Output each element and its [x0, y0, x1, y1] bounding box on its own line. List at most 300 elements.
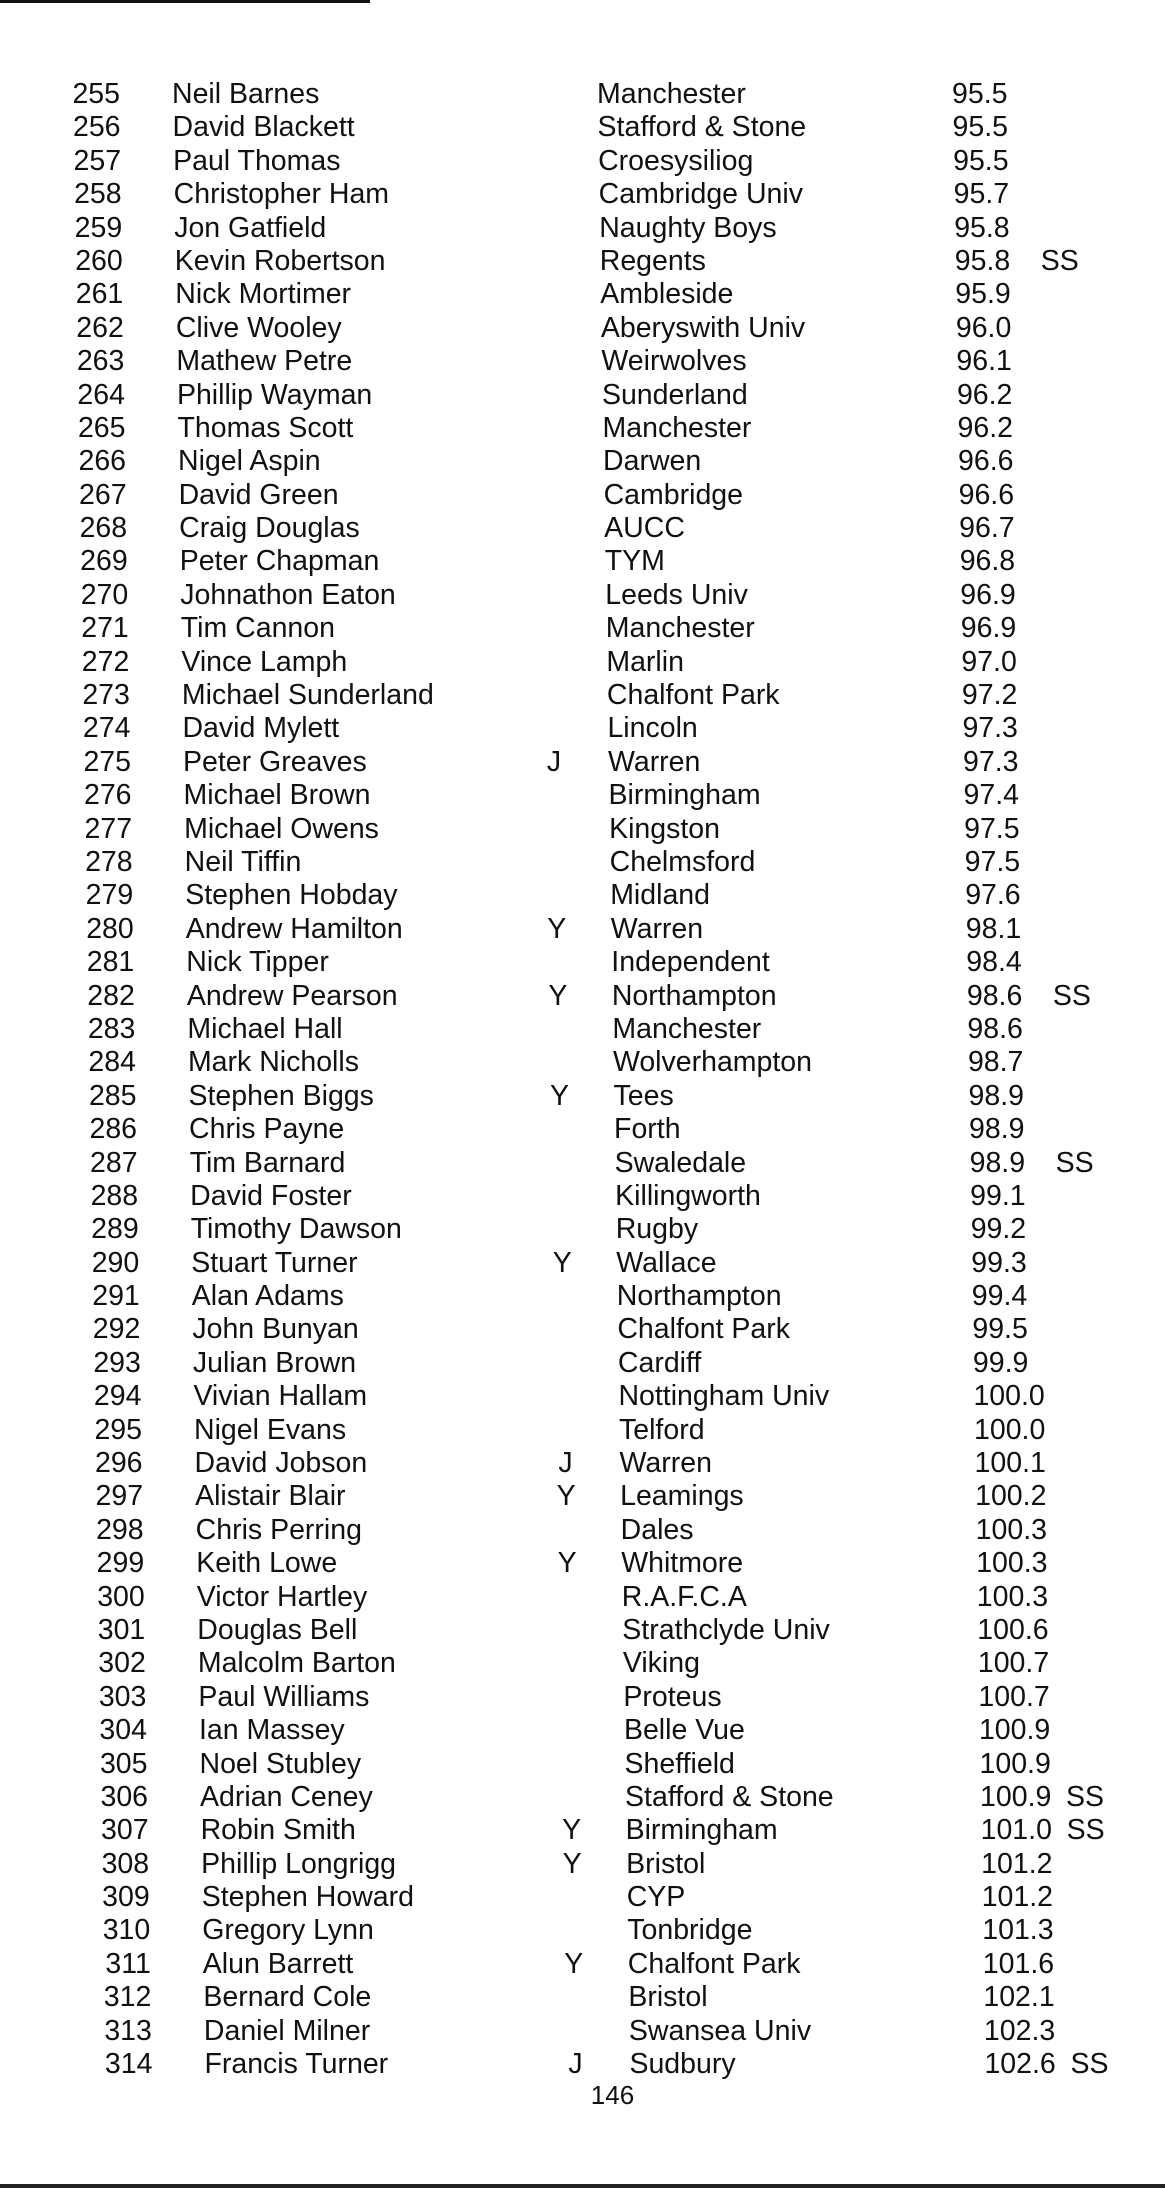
category-mark: Y	[562, 1847, 582, 1880]
result-row	[0, 913, 1165, 946]
position-number: 298	[96, 1513, 144, 1546]
finish-time: 96.2	[957, 411, 1013, 444]
runner-name: Peter Chapman	[179, 545, 380, 578]
runner-name: Nick Mortimer	[175, 278, 352, 311]
club-name: Manchester	[612, 1012, 762, 1045]
club-name: Birmingham	[625, 1814, 778, 1847]
runner-name: Alistair Blair	[195, 1480, 346, 1513]
result-row	[0, 479, 1165, 512]
position-number: 273	[82, 679, 130, 712]
result-row	[0, 1480, 1165, 1513]
club-name: Leeds Univ	[605, 578, 748, 611]
finish-time: 96.1	[956, 345, 1012, 378]
club-name: Birmingham	[608, 779, 761, 812]
runner-name: Francis Turner	[204, 2048, 389, 2081]
note-mark: SS	[1070, 2048, 1109, 2081]
result-row	[0, 813, 1165, 846]
finish-time: 98.7	[967, 1046, 1024, 1079]
category-mark: J	[568, 2048, 583, 2081]
club-name: Cambridge Univ	[598, 178, 803, 211]
result-row	[0, 1614, 1165, 1647]
finish-time: 95.8	[954, 244, 1011, 277]
note-mark: SS	[1040, 244, 1079, 277]
club-name: Wolverhampton	[612, 1046, 813, 1079]
runner-name: Mathew Petre	[176, 345, 353, 378]
runner-name: Robin Smith	[200, 1814, 356, 1847]
club-name: Stafford & Stone	[597, 111, 807, 144]
club-name: Bristol	[626, 1847, 706, 1880]
finish-time: 100.9	[978, 1714, 1051, 1747]
result-row	[0, 545, 1165, 578]
finish-time: 96.6	[958, 445, 1014, 478]
result-row	[0, 1147, 1165, 1180]
result-row	[0, 212, 1165, 245]
runner-name: Nigel Evans	[194, 1413, 347, 1446]
runner-name: Craig Douglas	[179, 512, 360, 545]
position-number: 291	[92, 1280, 140, 1313]
result-row	[0, 78, 1165, 111]
runner-name: Michael Owens	[184, 812, 379, 845]
position-number: 260	[75, 244, 123, 277]
club-name: Manchester	[605, 612, 755, 645]
position-number: 307	[101, 1814, 149, 1847]
position-number: 274	[82, 712, 131, 745]
position-number: 283	[87, 1012, 136, 1045]
result-row	[0, 879, 1165, 912]
runner-name: Phillip Longrigg	[201, 1847, 397, 1880]
runner-name: Clive Wooley	[175, 311, 342, 344]
result-row	[0, 1514, 1165, 1547]
position-number: 285	[88, 1079, 137, 1112]
club-name: Croesysiliog	[598, 144, 754, 177]
club-name: Ambleside	[600, 278, 734, 311]
club-name: Cardiff	[617, 1346, 702, 1379]
club-name: Lincoln	[607, 712, 698, 745]
result-row	[0, 846, 1165, 879]
finish-time: 96.6	[958, 478, 1015, 511]
result-row	[0, 1046, 1165, 1079]
position-number: 257	[73, 144, 122, 177]
runner-name: David Green	[178, 478, 339, 511]
position-number: 314	[104, 2048, 153, 2081]
club-name: Aberyswith Univ	[600, 311, 806, 344]
position-number: 308	[101, 1847, 150, 1880]
runner-name: Victor Hartley	[196, 1580, 368, 1613]
runner-name: Johnathon Eaton	[180, 578, 396, 611]
club-name: Belle Vue	[623, 1714, 745, 1747]
position-number: 258	[74, 178, 122, 211]
position-number: 306	[100, 1780, 149, 1813]
club-name: Weirwolves	[601, 345, 747, 378]
club-name: Whitmore	[621, 1547, 744, 1580]
result-row	[0, 1380, 1165, 1413]
bottom-rule	[0, 2184, 1165, 2188]
runner-name: Gregory Lynn	[202, 1914, 374, 1947]
position-number: 294	[93, 1380, 142, 1413]
finish-time: 100.1	[974, 1447, 1046, 1480]
runner-name: Adrian Ceney	[200, 1780, 373, 1813]
result-row	[0, 1781, 1165, 1814]
runner-name: David Foster	[190, 1179, 352, 1212]
finish-time: 99.4	[971, 1280, 1028, 1313]
position-number: 263	[76, 345, 125, 378]
category-mark: Y	[562, 1814, 582, 1847]
position-number: 275	[83, 745, 131, 778]
finish-time: 102.3	[983, 2014, 1056, 2047]
position-number: 279	[85, 879, 134, 912]
position-number: 300	[97, 1580, 145, 1613]
finish-time: 102.6	[984, 2048, 1056, 2081]
runner-name: Douglas Bell	[197, 1613, 358, 1646]
club-name: R.A.F.C.A	[621, 1580, 747, 1613]
runner-name: Neil Barnes	[172, 78, 320, 110]
club-name: Darwen	[603, 445, 702, 478]
club-name: Chalfont Park	[606, 679, 780, 712]
finish-time: 101.2	[981, 1847, 1053, 1880]
top-rule	[0, 0, 370, 3]
runner-name: Michael Brown	[183, 779, 371, 812]
position-number: 286	[89, 1113, 138, 1146]
result-row	[0, 779, 1165, 812]
result-row	[0, 312, 1165, 345]
result-row	[0, 111, 1165, 144]
runner-name: Michael Hall	[187, 1012, 343, 1045]
category-mark: Y	[556, 1480, 576, 1513]
result-row	[0, 445, 1165, 478]
club-name: Sheffield	[624, 1747, 735, 1780]
runner-name: Stuart Turner	[191, 1246, 358, 1279]
runner-name: Noel Stubley	[199, 1747, 362, 1780]
club-name: Sudbury	[629, 2048, 736, 2081]
runner-name: Jon Gatfield	[174, 211, 327, 244]
finish-time: 100.0	[973, 1380, 1045, 1413]
position-number: 271	[81, 612, 129, 645]
finish-time: 98.6	[966, 979, 1023, 1012]
position-number: 281	[86, 946, 135, 979]
finish-time: 100.6	[977, 1613, 1049, 1646]
finish-time: 95.5	[953, 144, 1009, 177]
result-row	[0, 512, 1165, 545]
result-row	[0, 1914, 1165, 1947]
result-row	[0, 612, 1165, 645]
note-mark: SS	[1066, 1780, 1105, 1813]
runner-name: Keith Lowe	[196, 1547, 338, 1580]
finish-time: 96.2	[956, 378, 1013, 411]
runner-name: Daniel Milner	[203, 2014, 371, 2047]
runner-name: Chris Payne	[189, 1113, 345, 1146]
finish-time: 98.9	[969, 1146, 1026, 1179]
position-number: 280	[86, 912, 134, 945]
result-row	[0, 278, 1165, 311]
result-row	[0, 1681, 1165, 1714]
finish-time: 97.4	[963, 779, 1020, 812]
category-mark: J	[558, 1447, 573, 1480]
club-name: Swansea Univ	[628, 2014, 812, 2047]
result-row	[0, 2048, 1165, 2081]
result-row	[0, 2015, 1165, 2048]
finish-time: 95.9	[955, 278, 1011, 311]
finish-time: 100.7	[978, 1680, 1050, 1713]
finish-time: 101.6	[982, 1947, 1055, 1980]
club-name: Kingston	[609, 812, 721, 845]
note-mark: SS	[1066, 1814, 1105, 1847]
result-row	[0, 178, 1165, 211]
runner-name: John Bunyan	[192, 1313, 359, 1346]
club-name: Warren	[610, 912, 704, 945]
position-number: 256	[72, 111, 121, 144]
club-name: Proteus	[623, 1680, 722, 1713]
finish-time: 95.5	[952, 111, 1009, 144]
finish-time: 97.3	[962, 712, 1018, 745]
position-number: 303	[98, 1680, 147, 1713]
position-number: 293	[93, 1346, 141, 1379]
position-number: 301	[97, 1613, 146, 1646]
result-row	[0, 1881, 1165, 1914]
finish-time: 100.9	[979, 1747, 1051, 1780]
result-row	[0, 1280, 1165, 1313]
result-row	[0, 1647, 1165, 1680]
club-name: AUCC	[604, 512, 685, 545]
finish-time: 98.1	[965, 912, 1022, 945]
runner-name: Peter Greaves	[183, 745, 367, 778]
runner-name: Neil Tiffin	[184, 845, 302, 878]
position-number: 284	[88, 1046, 136, 1079]
category-mark: Y	[564, 1947, 584, 1980]
finish-time: 98.6	[967, 1012, 1023, 1045]
runner-name: Timothy Dawson	[190, 1213, 402, 1246]
finish-time: 99.1	[970, 1179, 1026, 1212]
result-row	[0, 1213, 1165, 1246]
result-row	[0, 345, 1165, 378]
runner-name: Stephen Hobday	[185, 879, 398, 912]
position-number: 292	[92, 1313, 141, 1346]
finish-time: 97.5	[964, 812, 1020, 845]
position-number: 296	[94, 1447, 143, 1480]
position-number: 265	[77, 411, 126, 444]
club-name: Wallace	[616, 1246, 717, 1279]
position-number: 302	[98, 1647, 146, 1680]
club-name: Sunderland	[601, 378, 748, 411]
category-mark: Y	[552, 1246, 572, 1279]
club-name: Strathclyde Univ	[622, 1613, 830, 1646]
position-number: 290	[91, 1246, 140, 1279]
finish-time: 102.1	[983, 1981, 1055, 2014]
finish-time: 97.6	[965, 879, 1021, 912]
runner-name: Nigel Aspin	[178, 445, 321, 478]
runner-name: Alun Barrett	[202, 1947, 354, 1980]
finish-time: 95.8	[954, 211, 1010, 244]
club-name: Chalfont Park	[617, 1313, 791, 1346]
finish-time: 100.3	[976, 1580, 1049, 1613]
position-number: 270	[80, 578, 129, 611]
position-number: 309	[102, 1881, 150, 1914]
finish-time: 100.2	[975, 1480, 1047, 1513]
finish-time: 97.3	[963, 745, 1019, 778]
result-row	[0, 1981, 1165, 2014]
club-name: Naughty Boys	[599, 211, 777, 244]
result-row	[0, 1347, 1165, 1380]
club-name: Forth	[614, 1113, 681, 1146]
runner-name: Malcolm Barton	[197, 1647, 396, 1680]
category-mark: J	[546, 745, 562, 778]
runner-name: Paul Williams	[198, 1680, 370, 1713]
position-number: 262	[76, 311, 124, 344]
result-row	[0, 1714, 1165, 1747]
finish-time: 100.3	[976, 1547, 1048, 1580]
runner-name: Ian Massey	[198, 1714, 345, 1747]
club-name: Viking	[622, 1647, 700, 1680]
club-name: TYM	[604, 545, 665, 578]
runner-name: Christopher Ham	[173, 178, 390, 211]
club-name: Northampton	[616, 1280, 782, 1313]
runner-name: Chris Perring	[195, 1513, 362, 1546]
position-number: 287	[90, 1146, 138, 1179]
finish-time: 95.5	[952, 78, 1008, 110]
club-name: Stafford & Stone	[625, 1780, 834, 1813]
result-row	[0, 379, 1165, 412]
position-number: 264	[77, 378, 125, 411]
runner-name: Phillip Wayman	[176, 378, 373, 411]
result-row	[0, 145, 1165, 178]
finish-time: 99.5	[972, 1313, 1028, 1346]
result-row	[0, 946, 1165, 979]
club-name: Bristol	[628, 1981, 708, 2014]
club-name: Independent	[611, 946, 770, 979]
runner-name: Nick Tipper	[186, 946, 329, 979]
club-name: Telford	[619, 1413, 705, 1446]
result-row	[0, 1948, 1165, 1981]
position-number: 272	[81, 645, 130, 678]
club-name: Manchester	[597, 78, 746, 110]
finish-time: 96.8	[959, 545, 1016, 578]
runner-name: Julian Brown	[192, 1346, 357, 1379]
club-name: Chelmsford	[609, 845, 756, 878]
finish-time: 100.3	[975, 1513, 1047, 1546]
club-name: Midland	[610, 879, 710, 912]
finish-time: 101.3	[982, 1914, 1054, 1947]
page-number: 146	[590, 2080, 635, 2110]
position-number: 289	[91, 1213, 139, 1246]
finish-time: 99.9	[972, 1346, 1029, 1379]
result-row	[0, 646, 1165, 679]
position-number: 269	[80, 545, 128, 578]
finish-time: 97.2	[961, 679, 1018, 712]
result-row	[0, 245, 1165, 278]
club-name: Leamings	[620, 1480, 744, 1513]
result-row	[0, 1113, 1165, 1146]
club-name: Rugby	[615, 1213, 699, 1246]
runner-name: Paul Thomas	[173, 144, 341, 177]
finish-time: 98.9	[969, 1113, 1025, 1146]
category-mark: Y	[547, 912, 567, 945]
runner-name: David Mylett	[182, 712, 340, 745]
result-row	[0, 1180, 1165, 1213]
position-number: 259	[74, 211, 123, 244]
position-number: 305	[99, 1747, 148, 1780]
runner-name: Andrew Hamilton	[185, 912, 403, 945]
runner-name: David Blackett	[172, 111, 355, 144]
result-row	[0, 412, 1165, 445]
category-mark: Y	[557, 1547, 577, 1580]
club-name: Killingworth	[615, 1179, 761, 1212]
result-row	[0, 746, 1165, 779]
club-name: Warren	[608, 745, 701, 778]
finish-time: 97.5	[964, 845, 1021, 878]
runner-name: Andrew Pearson	[186, 979, 398, 1012]
finish-time: 99.3	[971, 1246, 1027, 1279]
club-name: Tonbridge	[627, 1914, 753, 1947]
finish-time: 99.2	[970, 1213, 1027, 1246]
position-number: 311	[105, 1947, 151, 1980]
position-number: 313	[104, 2014, 152, 2047]
category-mark: Y	[548, 979, 568, 1012]
result-row	[0, 1748, 1165, 1781]
finish-time: 96.7	[959, 512, 1015, 545]
position-number: 276	[83, 779, 132, 812]
runner-name: Alan Adams	[191, 1280, 344, 1313]
position-number: 312	[103, 1981, 152, 2014]
position-number: 304	[99, 1714, 147, 1747]
position-number: 277	[84, 812, 133, 845]
finish-time: 97.0	[961, 645, 1017, 678]
result-row	[0, 1848, 1165, 1881]
club-name: Chalfont Park	[627, 1947, 801, 1980]
note-mark: SS	[1052, 979, 1091, 1012]
result-row	[0, 1581, 1165, 1614]
result-row	[0, 1547, 1165, 1580]
position-number: 288	[90, 1179, 139, 1212]
club-name: Swaledale	[614, 1146, 747, 1179]
runner-name: David Jobson	[194, 1447, 368, 1480]
result-row	[0, 1447, 1165, 1480]
club-name: CYP	[626, 1881, 686, 1914]
result-row	[0, 1080, 1165, 1113]
club-name: Warren	[619, 1447, 712, 1480]
result-row	[0, 1414, 1165, 1447]
result-row	[0, 1814, 1165, 1847]
result-row	[0, 679, 1165, 712]
position-number: 261	[75, 278, 124, 311]
category-mark: Y	[549, 1079, 569, 1112]
finish-time: 101.0	[980, 1814, 1052, 1847]
club-name: Cambridge	[603, 478, 743, 511]
results-list	[0, 78, 1165, 2081]
result-row	[0, 1013, 1165, 1046]
finish-time: 96.9	[960, 612, 1017, 645]
club-name: Regents	[599, 244, 706, 277]
club-name: Nottingham Univ	[618, 1380, 830, 1413]
position-number: 267	[79, 478, 127, 511]
finish-time: 96.9	[960, 578, 1016, 611]
runner-name: Vince Lamph	[181, 645, 348, 678]
position-number: 310	[102, 1914, 151, 1947]
position-number: 299	[96, 1547, 145, 1580]
club-name: Dales	[620, 1513, 694, 1546]
finish-time: 100.7	[977, 1647, 1050, 1680]
finish-time: 95.7	[953, 178, 1010, 211]
club-name: Manchester	[602, 411, 752, 444]
position-number: 295	[94, 1413, 142, 1446]
result-row	[0, 1247, 1165, 1280]
position-number: 255	[72, 78, 120, 110]
club-name: Marlin	[606, 645, 684, 678]
club-name: Northampton	[611, 979, 777, 1012]
note-mark: SS	[1055, 1146, 1094, 1179]
runner-name: Stephen Biggs	[188, 1079, 374, 1112]
runner-name: Tim Barnard	[189, 1146, 346, 1179]
finish-time: 101.2	[981, 1881, 1054, 1914]
finish-time: 100.0	[974, 1413, 1046, 1446]
